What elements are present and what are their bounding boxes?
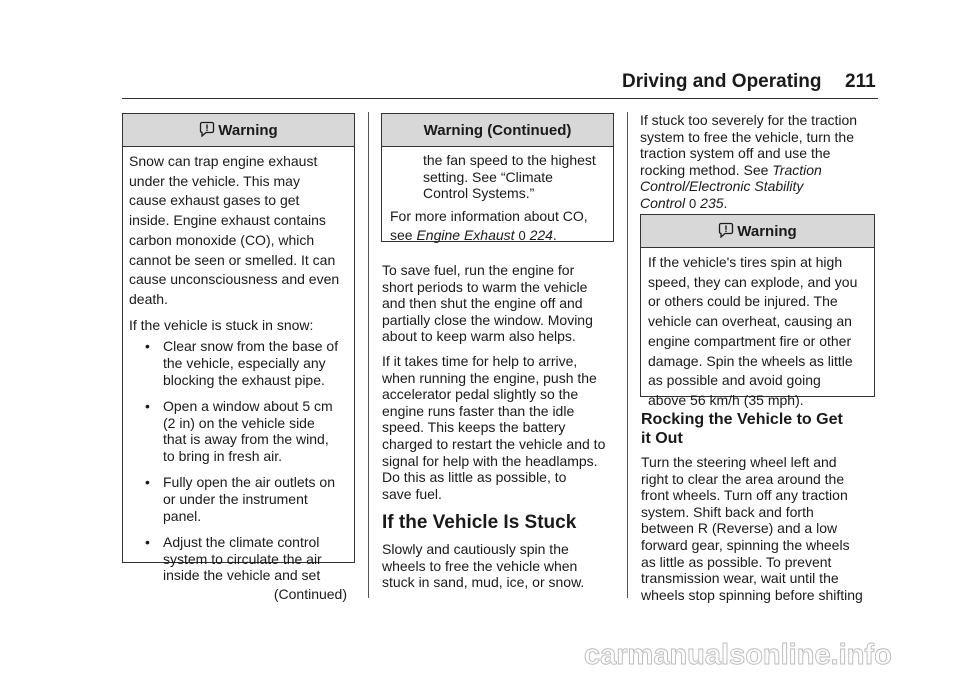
- text-line: when running the engine, push the: [382, 369, 597, 386]
- text-line: carbon monoxide (CO), which: [129, 231, 315, 248]
- list-item: [129, 398, 348, 464]
- text-span: rocking method. See: [640, 161, 773, 178]
- text-line: system. Shift back and forth: [641, 503, 814, 520]
- text-line: speed, they can explode, and you: [648, 273, 858, 290]
- bullet-mark: •: [145, 338, 150, 355]
- tire-warning-box: [640, 214, 875, 408]
- column-divider-2: [627, 112, 628, 598]
- text-line: short periods to warm the vehicle: [382, 278, 588, 295]
- text-line: inside. Engine exhaust contains: [129, 212, 326, 229]
- text-line: blocking the exhaust pipe.: [163, 371, 325, 388]
- text-span: see: [390, 227, 417, 244]
- text-line: [640, 162, 880, 179]
- page-reference[interactable]: 224: [529, 227, 553, 244]
- text-line: cannot be seen or smelled. It can: [129, 251, 336, 268]
- text-line: Control Systems.”: [423, 185, 535, 202]
- header-rule: [122, 98, 878, 99]
- text-line: as possible and avoid going: [648, 372, 821, 389]
- text-line: or others could be injured. The: [648, 293, 838, 310]
- text-line: and then shut the engine off and: [382, 295, 583, 312]
- text-line: transmission wear, wait until the: [641, 570, 839, 587]
- text-line: panel.: [163, 507, 202, 524]
- list-item: [129, 474, 348, 524]
- list-item: [129, 338, 348, 388]
- text-line: If the vehicle's tires spin at high: [648, 254, 843, 270]
- bullet-list: [123, 335, 354, 602]
- watermark-text: carmanualsonline.info: [584, 639, 892, 671]
- text-line: stuck in sand, mud, ice, or snow.: [382, 574, 585, 591]
- text-line: accelerator pedal slightly so the: [382, 386, 579, 403]
- page-number: 211: [845, 71, 876, 92]
- warning-continued-title: Warning (Continued): [382, 114, 613, 147]
- warning-icon: [718, 217, 734, 250]
- text-line: cause unconsciousness and even: [129, 271, 340, 288]
- text-line: (2 in) on the vehicle side: [163, 414, 315, 431]
- co-info: [382, 202, 613, 246]
- rocking-heading: [641, 410, 881, 448]
- heading-line: it Out: [641, 430, 683, 447]
- text-line: [640, 178, 880, 195]
- text-line: vehicle can overheat, causing an: [648, 313, 852, 330]
- text-line: Turn the steering wheel left and: [641, 454, 837, 470]
- text-line: that is away from the wind,: [163, 431, 329, 448]
- text-line: Slowly and cautiously spin the: [382, 540, 569, 557]
- text-line: Clear snow from the base of: [163, 338, 339, 355]
- warning-icon: [199, 116, 215, 149]
- bullet-mark: •: [145, 398, 150, 415]
- text-line: save fuel.: [382, 485, 442, 502]
- stuck-intro: If the vehicle is stuck in snow:: [129, 316, 314, 333]
- text-line: Adjust the climate control: [163, 534, 320, 551]
- text-line: speed. This keeps the battery: [382, 419, 566, 436]
- text-line: cause exhaust gases to get: [129, 192, 300, 209]
- warning-body: [123, 147, 354, 335]
- text-line: inside the vehicle and set: [163, 567, 321, 584]
- text-line: system to circulate the air: [163, 550, 322, 567]
- text-line: traction system off and use the: [640, 145, 831, 162]
- section-title: Driving and Operating: [622, 71, 822, 92]
- cross-reference-link[interactable]: Control/Electronic Stability: [640, 178, 804, 195]
- paragraph: [382, 353, 622, 502]
- paragraph: [382, 262, 622, 345]
- text-line: engine runs faster than the idle: [382, 402, 575, 419]
- section-heading: If the Vehicle Is Stuck: [382, 512, 577, 534]
- text-line: charged to restart the vehicle and to: [382, 435, 606, 452]
- bullet-mark: •: [145, 474, 150, 491]
- warning-title: Warning: [737, 223, 797, 240]
- text-line: see Engine Exhaust 0 224.: [390, 227, 557, 244]
- text-line: wheels stop spinning before shifting: [641, 586, 863, 603]
- text-line: engine compartment fire or other: [648, 332, 852, 349]
- col2-body: [382, 262, 622, 591]
- text-line: damage. Spin the wheels as little: [648, 352, 853, 369]
- warning-header: [641, 215, 874, 248]
- page-reference[interactable]: 235: [700, 194, 724, 211]
- text-line: forward gear, spinning the wheels: [641, 536, 850, 553]
- text-line: signal for help with the headlamps.: [382, 452, 598, 469]
- warning-continued-body: [382, 147, 613, 202]
- text-line: To save fuel, run the engine for: [382, 262, 575, 278]
- text-line: above 56 km/h (35 mph).: [648, 391, 804, 408]
- col3-intro: [640, 112, 880, 213]
- warning-body: [641, 248, 874, 411]
- text-line: the vehicle, especially any: [163, 354, 326, 371]
- text-line: wheels to free the vehicle when: [382, 557, 578, 574]
- text-line: or under the instrument: [163, 491, 308, 508]
- text-line: death.: [129, 290, 168, 307]
- text-line: Open a window about 5 cm: [163, 398, 333, 415]
- text-line: as little as possible. To prevent: [641, 553, 832, 570]
- text-line: setting. See “Climate: [423, 168, 553, 185]
- text-line: Control 0 235.: [640, 194, 728, 211]
- text-line: under the vehicle. This may: [129, 172, 300, 189]
- page-ref-icon: 0: [518, 228, 526, 244]
- text-line: If it takes time for help to arrive,: [382, 352, 578, 369]
- heading-line: Rocking the Vehicle to Get: [641, 411, 843, 428]
- warning-title: Warning: [218, 122, 278, 139]
- continued-label: (Continued): [273, 586, 347, 603]
- page-ref-icon: 0: [689, 195, 697, 211]
- text-line: to bring in fresh air.: [163, 447, 283, 464]
- list-item: [129, 534, 348, 584]
- text-line: For more information about CO,: [390, 207, 588, 224]
- cross-reference-link[interactable]: Traction: [772, 161, 822, 178]
- text-line: system to free the vehicle, turn the: [640, 128, 854, 145]
- text-line: front wheels. Turn off any traction: [641, 487, 848, 504]
- text-line: Do this as little as possible, to: [382, 469, 567, 486]
- text-line: Fully open the air outlets on: [163, 474, 335, 491]
- cross-reference-link[interactable]: Control: [640, 194, 686, 211]
- column-divider-1: [368, 112, 369, 598]
- rocking-paragraph: [641, 454, 881, 603]
- warning-header: [123, 114, 354, 147]
- text-line: If stuck too severely for the traction: [640, 112, 858, 128]
- bullet-mark: •: [145, 534, 150, 551]
- text-line: between R (Reverse) and a low: [641, 520, 838, 537]
- snow-warning-box: [122, 113, 355, 603]
- cross-reference-link[interactable]: Engine Exhaust: [416, 227, 515, 244]
- text-line: partially close the window. Moving: [382, 311, 593, 328]
- watermark: [582, 637, 952, 671]
- warning-continued-box: [381, 113, 614, 242]
- text-line: Snow can trap engine exhaust: [129, 153, 318, 169]
- text-line: the fan speed to the highest: [423, 152, 596, 168]
- paragraph: [382, 541, 622, 591]
- text-line: right to clear the area around the: [641, 470, 845, 487]
- text-line: about to keep warm also helps.: [382, 328, 576, 345]
